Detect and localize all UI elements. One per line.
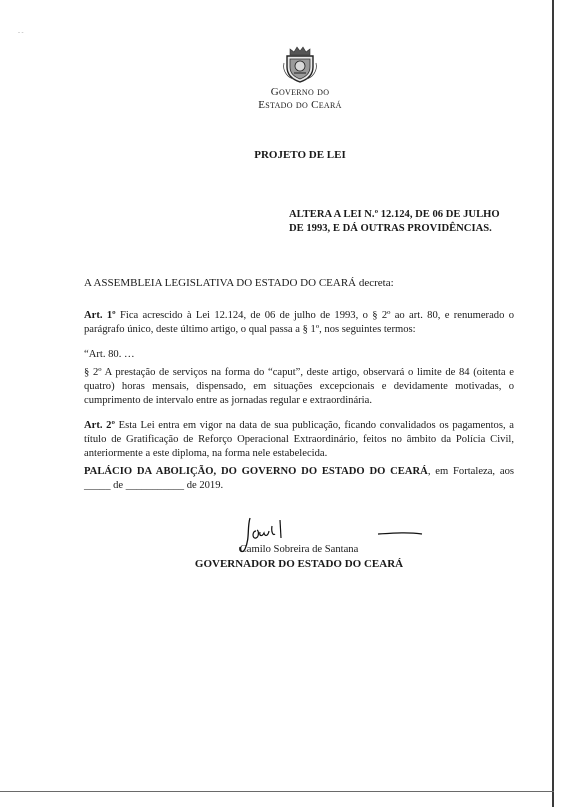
article-2-label: Art. 2º xyxy=(84,420,115,431)
page-edge xyxy=(552,0,554,807)
paragraph-2: § 2º A prestação de serviços na forma do “caput”, deste artigo, observará o limite de 84 (oitenta e quatro) horas mensais, dispensado, em situações excepcionais e devidamente motivadas, o cumprimento de intervalo entre as jornadas regular e extraordinária. xyxy=(84,367,514,406)
enacting-clause-text: decreta: xyxy=(356,277,394,289)
header-government: Governo do xyxy=(270,86,330,98)
article-1 xyxy=(84,309,514,337)
ementa: ALTERA A LEI N.º 12.124, DE 06 DE JULHO DE 1993, E DÁ OUTRAS PROVIDÊNCIAS. xyxy=(289,209,500,234)
page-edge xyxy=(0,791,554,792)
enacting-clause xyxy=(84,277,394,289)
closing-clause-bold: PALÁCIO DA ABOLIÇÃO, DO GOVERNO DO ESTADO DO CEARÁ xyxy=(84,466,428,477)
coat-of-arms-icon xyxy=(282,45,318,83)
header-state: Estado do Ceará xyxy=(258,99,342,111)
article-2-text: Esta Lei entra em vigor na data de sua publicação, ficando convalidados os pagamentos, a título de Gratificação de Reforço Operacional Extraordinário, feitos no âmbito da Polícia Civil, anteriormente a este diploma, na forma nele estabelecida. xyxy=(84,420,514,459)
enacting-clause-bold: A ASSEMBLEIA LEGISLATIVA DO ESTADO DO CEARÁ xyxy=(84,277,357,289)
article-1-label: Art. 1º xyxy=(84,310,116,321)
article-80-heading: “Art. 80. … xyxy=(84,349,135,360)
closing-clause-text: , em Fortaleza, aos _____ de ___________ de 2019. xyxy=(84,466,514,491)
article-1-text: Fica acrescido à Lei 12.124, de 06 de julho de 1993, o § 2º ao art. 80, e renumerado o parágrafo único, deste último artigo, o qual passa a § 1º, nos seguintes termos: xyxy=(84,310,514,335)
signer-title: GOVERNADOR DO ESTADO DO CEARÁ xyxy=(194,558,404,570)
article-2 xyxy=(84,419,514,461)
document-title: PROJETO DE LEI xyxy=(254,149,346,161)
closing-clause xyxy=(84,465,514,493)
signer-name: Camilo Sobreira de Santana xyxy=(239,544,359,555)
scan-mark: - - xyxy=(18,30,24,36)
